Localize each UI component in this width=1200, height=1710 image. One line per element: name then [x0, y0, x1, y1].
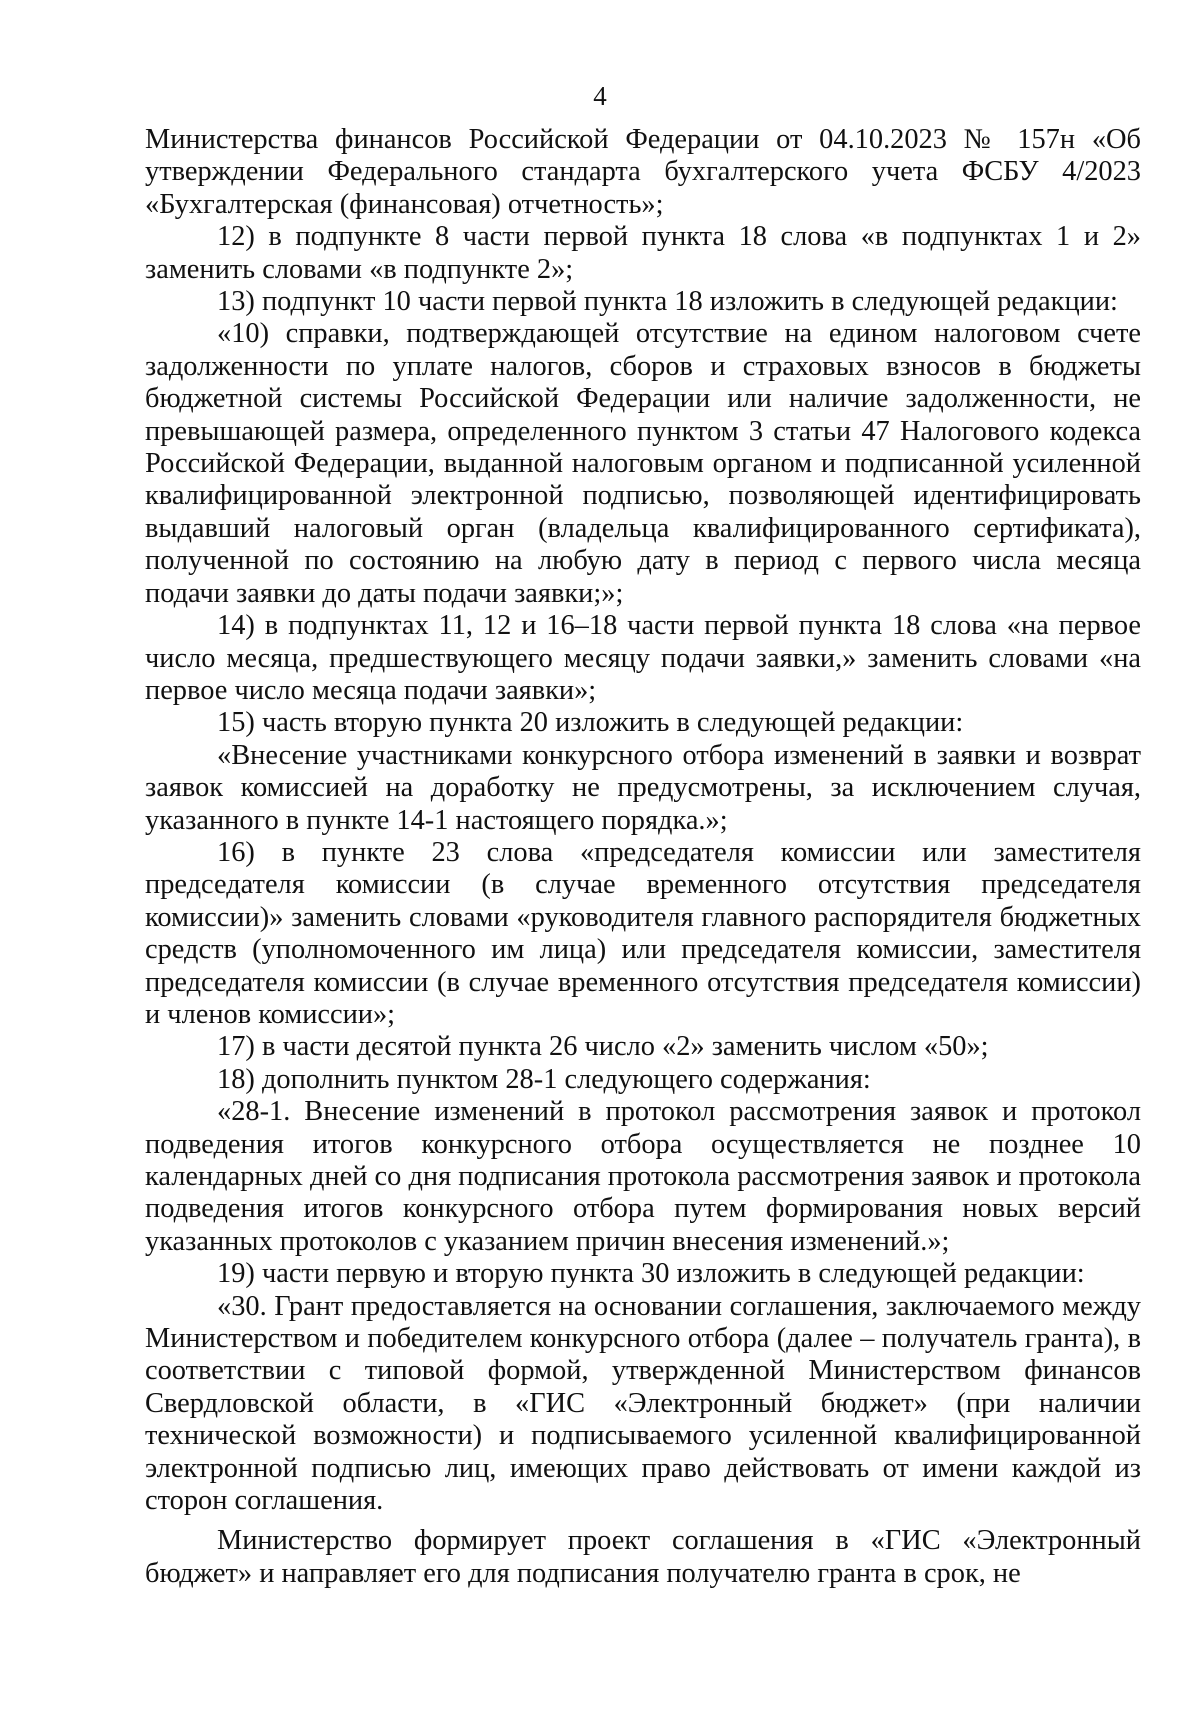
paragraph: «28-1. Внесение изменений в протокол рассмотрения заявок и протокол подведения итогов конкурсного отбора осуществляется не позднее 10 календарных дней со дня подписания протокола рассмотрения заявок и протокола подведения итогов конкурсного отбора путем формирования новых версий указанных протоколов с указанием причин внесения изменений.»; [145, 1096, 1141, 1257]
paragraph: 18) дополнить пунктом 28-1 следующего содержания: [217, 1063, 871, 1095]
paragraph: 14) в подпунктах 11, 12 и 16–18 части первой пункта 18 слова «на первое число месяца, предшествующего месяцу подачи заявки,» заменить словами «на первое число месяца подачи заявки»; [145, 610, 1141, 706]
page-number: 4 [593, 81, 607, 111]
paragraph: 13) подпункт 10 части первой пункта 18 изложить в следующей редакции: [217, 286, 1118, 318]
paragraph: Министерство формирует проект соглашения в «ГИС «Электронный бюджет» и направляет его для подписания получателю гранта в срок, не [145, 1525, 1141, 1589]
paragraph: 17) в части десятой пункта 26 число «2» заменить числом «50»; [217, 1031, 989, 1063]
paragraph: «Внесение участниками конкурсного отбора изменений в заявки и возврат заявок комиссией на доработку не предусмотрены, за исключением случая, указанного в пункте 14-1 настоящего порядка.»; [145, 739, 1141, 836]
paragraph: Министерства финансов Российской Федерации от 04.10.2023 № 157н «Об утверждении Федерального стандарта бухгалтерского учета ФСБУ 4/2023 «Бухгалтерская (финансовая) отчетность»; [145, 124, 1141, 220]
document-body [145, 124, 1141, 1590]
paragraph: «10) справки, подтверждающей отсутствие на едином налоговом счете задолженности по уплате налогов, сборов и страховых взносов в бюджеты бюджетной системы Российской Федерации или наличие задолженности, не превышающей размера, определенного пунктом 3 статьи 47 Налогового кодекса Российской Федерации, выданной налоговым органом и подписанной усиленной квалифицированной электронной подписью, позволяющей идентифицировать выдавший налоговый орган (владельца квалифицированного сертификата), полученной по состоянию на любую дату в период с первого числа месяца подачи заявки до даты подачи заявки;»; [145, 318, 1141, 609]
paragraph: 19) части первую и вторую пункта 30 изложить в следующей редакции: [217, 1258, 1085, 1290]
paragraph: 16) в пункте 23 слова «председателя комиссии или заместителя председателя комиссии (в случае временного отсутствия председателя комиссии)» заменить словами «руководителя главного распорядителя бюджетных средств (уполномоченного им лица) или председателя комиссии, заместителя председателя комиссии (в случае временного отсутствия председателя комиссии) и членов комиссии»; [145, 836, 1141, 1030]
paragraph: 15) часть вторую пункта 20 изложить в следующей редакции: [217, 707, 964, 739]
paragraph: 12) в подпункте 8 части первой пункта 18 слова «в подпунктах 1 и 2» заменить словами «в подпункте 2»; [145, 221, 1141, 285]
paragraph: «30. Грант предоставляется на основании соглашения, заключаемого между Министерством и победителем конкурсного отбора (далее – получатель гранта), в соответствии с типовой формой, утвержденной Министерством финансов Свердловской области, в «ГИС «Электронный бюджет» (при наличии технической возможности) и подписываемого усиленной квалифицированной электронной подписью лиц, имеющих право действовать от имени каждой из сторон соглашения. [145, 1290, 1141, 1517]
